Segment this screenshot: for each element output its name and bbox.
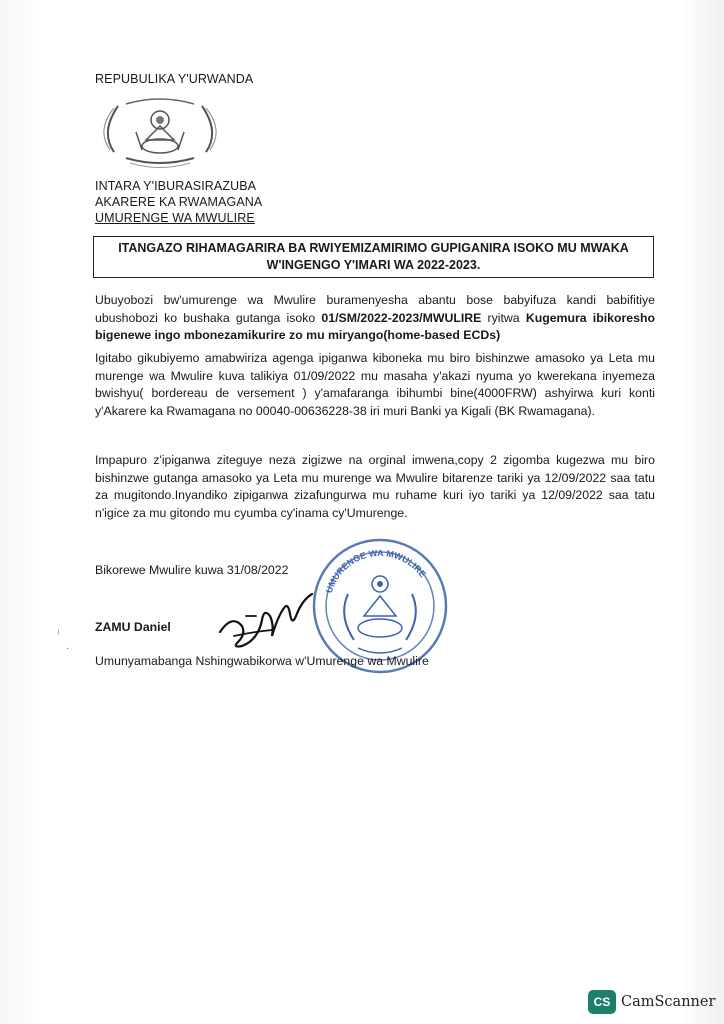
paragraph-announcement-middle: ryitwa bbox=[481, 310, 526, 325]
notice-title-line-1: ITANGAZO RIHAMAGARIRA BA RWIYEMIZAMIRIMO GUPIGANIRA ISOKO MU MWAKA bbox=[118, 241, 629, 255]
tender-reference: 01/SM/2022-2023/MWULIRE bbox=[321, 310, 482, 325]
place-and-date: Bikorewe Mwulire kuwa 31/08/2022 bbox=[95, 563, 289, 577]
notice-title-box bbox=[93, 236, 654, 278]
ink-mark: ᵎ bbox=[58, 628, 60, 639]
paragraph-bidding-documents: Igitabo gikubiyemo amabwiriza agenga ipiganwa kiboneka mu biro bishinzwe amasoko ya Leta mu murenge wa Mwulire kuva talikiya 01/09/2022 mu masaha y'akazi nyuma yo kwerekana inyemeza bwishyu( bordereau de versement ) y'amafaranga ibihumbi bine(4000FRW) ashyirwa kuri konti y'Akarere ka Rwamagana no 00040-00636228-38 iri muri Banki ya Kigali (BK Rwamagana). bbox=[95, 351, 655, 418]
republic-heading: REPUBULIKA Y'URWANDA bbox=[95, 72, 254, 86]
sector-heading: UMURENGE WA MWULIRE bbox=[95, 211, 255, 225]
tender-subject: Kugemura ibikoresho bigenewe ingo mbonezamikurire zo mu miryango(home-based ECDs) bbox=[95, 310, 655, 342]
national-emblem-icon bbox=[96, 92, 224, 172]
signer-name: ZAMU Daniel bbox=[95, 620, 171, 634]
handwritten-signature bbox=[212, 586, 322, 656]
stamp-text: UMURENGE WA MWULIRE bbox=[323, 547, 428, 595]
province-heading: INTARA Y'IBURASIRAZUBA bbox=[95, 179, 257, 193]
camscanner-logo-icon: CS bbox=[588, 990, 616, 1014]
notice-title-line-2: W'INGENGO Y'IMARI WA 2022-2023. bbox=[266, 258, 481, 272]
paragraph-announcement-intro: Ubuyobozi bw'umurenge wa Mwulire buramenyesha abantu bose babyifuza kandi babifitiye ubushobozi ko bushaka gutanga isoko bbox=[95, 293, 655, 325]
paragraph-announcement bbox=[95, 292, 655, 345]
camscanner-watermark: CamScanner bbox=[621, 994, 716, 1010]
ink-mark: · bbox=[66, 643, 70, 654]
signer-title: Umunyamabanga Nshingwabikorwa w'Umurenge wa Mwulire bbox=[95, 654, 429, 668]
paragraph-submission-deadline: Impapuro z'ipiganwa ziteguye neza zigizwe na orginal imwena,copy 2 zigomba kugezwa mu biro bishinzwe gutanga amasoko ya Leta mu murenge wa Mwulire bitarenze tariki ya 12/09/2022 saa tatu za mugitondo.Inyandiko zipiganwa zizafungurwa mu ruhame kuri iyo tariki ya 12/09/2022 saa tatu n'igice za mu gitondo mu cyumba cy'inama cy'Umurenge. bbox=[95, 453, 655, 520]
district-heading: AKARERE KA RWAMAGANA bbox=[95, 195, 263, 209]
